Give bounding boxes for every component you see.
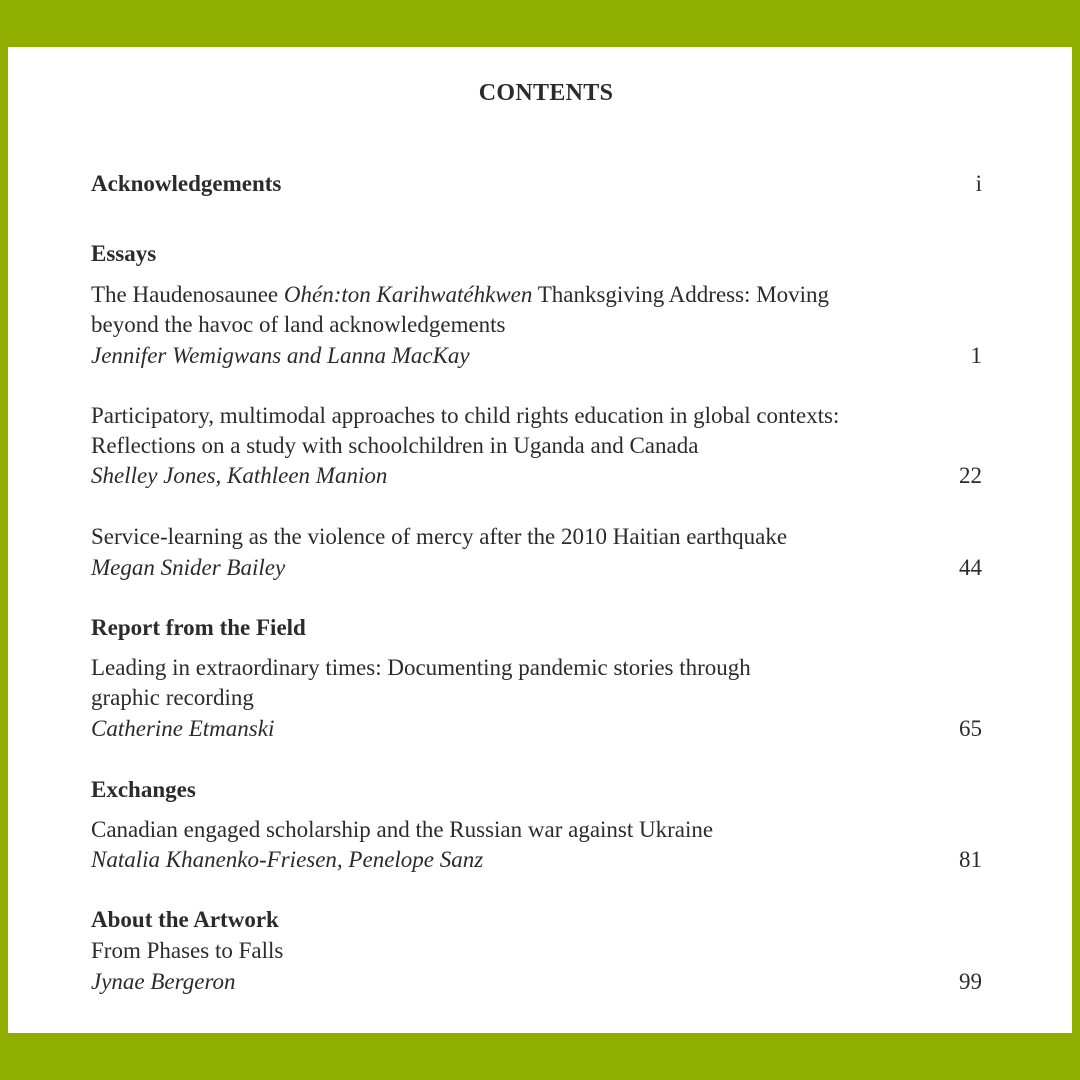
section-title-report: Report from the Field	[91, 615, 306, 640]
acknowledgements-page: i	[975, 171, 982, 196]
essay-1-page: 1	[970, 343, 982, 368]
exchange-1-title-line1: Canadian engaged scholarship and the Russian war against Ukraine	[91, 817, 714, 842]
section-title-artwork: About the Artwork	[91, 907, 279, 932]
essay-1-title-line2: beyond the havoc of land acknowledgements	[91, 312, 506, 337]
essay-1-title-italic: Ohén:ton Karihwatéhkwen	[283, 282, 533, 307]
page-title: CONTENTS	[478, 80, 614, 106]
essay-3-title-line1: Service-learning as the violence of mercy after the 2010 Haitian earthquake	[91, 524, 788, 549]
exchange-1-authors: Natalia Khanenko-Friesen, Penelope Sanz	[91, 847, 484, 872]
exchange-1-page: 81	[959, 847, 982, 872]
report-1-title-line1: Leading in extraordinary times: Documenting pandemic stories through	[91, 655, 751, 680]
report-1-authors: Catherine Etmanski	[91, 716, 275, 741]
essay-2-page: 22	[959, 463, 982, 488]
essay-2-title-line1: Participatory, multimodal approaches to child rights education in global contexts:	[91, 403, 840, 428]
essay-1-title-post: Thanksgiving Address: Moving	[532, 282, 830, 307]
essay-2-title-line2: Reflections on a study with schoolchildren in Uganda and Canada	[91, 433, 699, 458]
essay-1-title-line1	[91, 280, 829, 310]
artwork-1-authors: Jynae Bergeron	[91, 969, 236, 994]
report-1-title-line2: graphic recording	[91, 685, 254, 710]
artwork-1-page: 99	[959, 969, 982, 994]
report-1-page: 65	[959, 716, 982, 741]
essay-2-authors: Shelley Jones, Kathleen Manion	[91, 463, 388, 488]
section-title-essays: Essays	[91, 241, 157, 266]
artwork-1-title-line1: From Phases to Falls	[91, 938, 284, 963]
section-title-exchanges: Exchanges	[91, 777, 196, 802]
essay-1-title-pre: The Haudenosaunee	[91, 282, 284, 307]
essay-1-authors: Jennifer Wemigwans and Lanna MacKay	[91, 343, 470, 368]
essay-3-authors: Megan Snider Bailey	[91, 555, 286, 580]
contents-page	[8, 47, 1072, 1033]
acknowledgements-title: Acknowledgements	[91, 171, 282, 196]
essay-3-page: 44	[959, 555, 982, 580]
